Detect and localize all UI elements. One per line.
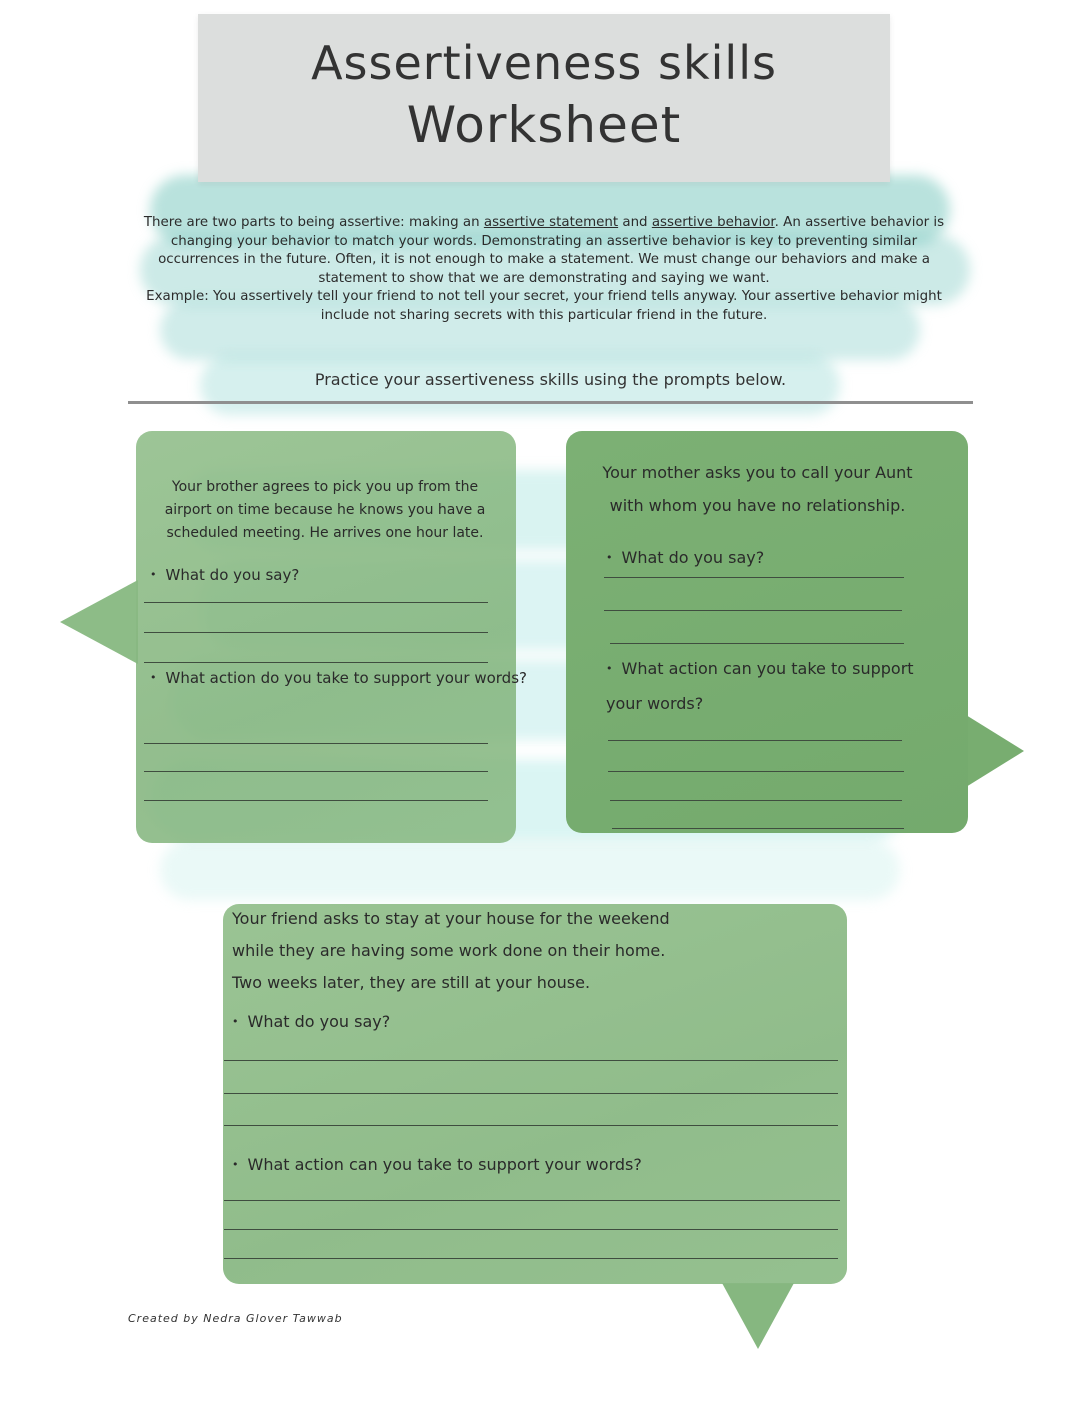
- answer-line[interactable]: [144, 800, 488, 801]
- answer-line[interactable]: [610, 800, 902, 801]
- intro-example: Example: You assertively tell your friend to not tell your secret, your friend tells anyway. Your assertive behavior might include not sharing secrets with this particular friend in the future.: [146, 289, 942, 323]
- answer-line[interactable]: [608, 771, 904, 772]
- question-what-say: • What do you say?: [606, 548, 764, 567]
- answer-line[interactable]: [610, 643, 904, 644]
- intro-text: . An assertive behavior is changing your behavior to match your words. Demonstrating an assertive behavior is key to preventing similar occurrences in the future. Often, it is not enough to make a statement. We must change our behaviors and make a statement to show that we are demonstrating and saying we want.: [158, 215, 945, 286]
- answer-line[interactable]: [144, 632, 488, 633]
- answer-line[interactable]: [224, 1229, 838, 1230]
- speech-bubble-tail: [60, 580, 138, 664]
- answer-line[interactable]: [604, 610, 902, 611]
- intro-paragraph: [140, 214, 948, 325]
- question-what-say: • What do you say?: [232, 1012, 390, 1031]
- answer-line[interactable]: [224, 1093, 838, 1094]
- answer-line[interactable]: [604, 577, 904, 578]
- answer-line[interactable]: [224, 1060, 838, 1061]
- scenario-text: [232, 903, 792, 999]
- practice-prompt: Practice your assertiveness skills using the prompts below.: [314, 370, 787, 389]
- scenario-text: Your brother agrees to pick you up from the airport on time because he knows you have a scheduled meeting. He arrives one hour late.: [164, 479, 486, 541]
- page-title-line2: Worksheet: [406, 96, 682, 154]
- question-action: • What action can you take to support your words?: [606, 652, 916, 720]
- scenario-line: Two weeks later, they are still at your house.: [232, 973, 591, 992]
- speech-bubble-tail: [722, 1283, 794, 1349]
- scenario-text: Your mother asks you to call your Aunt with whom you have no relationship.: [602, 463, 913, 515]
- answer-line[interactable]: [144, 771, 488, 772]
- question-action: • What action can you take to support your words?: [232, 1155, 642, 1174]
- title-banner: [198, 14, 890, 182]
- answer-line[interactable]: [224, 1258, 838, 1259]
- intro-text: and: [618, 215, 652, 230]
- page-title-line1: Assertiveness skills: [311, 36, 777, 90]
- divider: [128, 401, 973, 404]
- answer-line[interactable]: [144, 662, 488, 663]
- answer-line[interactable]: [612, 828, 904, 829]
- question-what-say: • What do you say?: [150, 566, 299, 584]
- speech-bubble-tail: [966, 715, 1024, 787]
- intro-term-statement: assertive statement: [483, 215, 619, 230]
- watercolor-stroke: [160, 840, 900, 900]
- answer-line[interactable]: [224, 1200, 840, 1201]
- answer-line[interactable]: [608, 740, 902, 741]
- scenario-line: Your friend asks to stay at your house for the weekend: [232, 909, 670, 928]
- question-action: • What action do you take to support your words?: [150, 669, 527, 687]
- answer-line[interactable]: [224, 1125, 838, 1126]
- intro-term-behavior: assertive behavior: [651, 215, 775, 230]
- intro-text: There are two parts to being assertive: making an: [143, 215, 484, 230]
- answer-line[interactable]: [144, 743, 488, 744]
- answer-line[interactable]: [144, 602, 488, 603]
- scenario-line: while they are having some work done on their home.: [232, 941, 666, 960]
- author-credit: Created by Nedra Glover Tawwab: [128, 1312, 343, 1325]
